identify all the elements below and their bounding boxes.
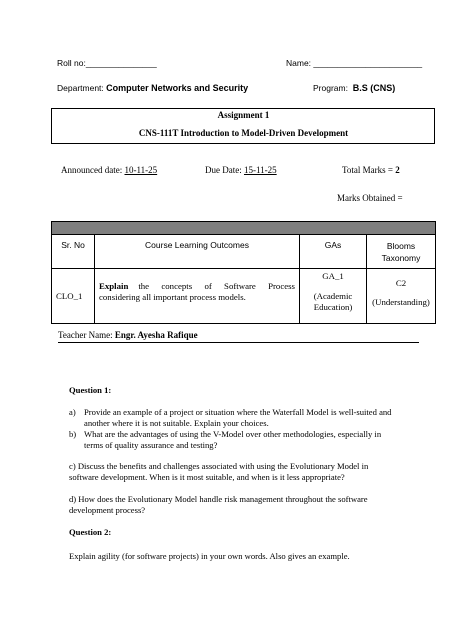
q1b-text [84, 429, 424, 451]
outcome-word: Process [268, 281, 295, 291]
bloom-code: C2 [395, 278, 407, 288]
due-label: Due Date: [205, 165, 242, 175]
question-2-text: Explain agility (for software projects) in your own words. Also gives an example. [69, 551, 350, 561]
ga-desc-line2: Education) [313, 302, 353, 312]
program-label: Program: [313, 83, 348, 93]
announced-date [61, 165, 157, 175]
q1d-line2: development process? [69, 505, 146, 515]
q1a-line1: Provide an example of a project or situation where the Waterfall Model is well-suited and [84, 407, 392, 417]
teacher-line [58, 330, 198, 340]
q1c-line1: c) Discuss the benefits and challenges associated with using the Evolutionary Model in [69, 461, 369, 471]
name-line [286, 58, 422, 68]
table-header-band [52, 222, 436, 235]
header-sr-no: Sr. No [52, 235, 95, 269]
q1c-line2: software development. When is it most suitable, and when is it less appropriate? [69, 472, 345, 482]
roll-no-label: Roll no: [57, 58, 86, 68]
program-value: B.S (CNS) [352, 83, 396, 93]
outcome-line2: considering all important process models. [99, 292, 246, 302]
total-value: 2 [395, 165, 400, 175]
outcome-word: of [204, 281, 212, 291]
row-ga [300, 269, 367, 324]
announced-value: 10-11-25 [124, 165, 158, 175]
outcome-word: the [138, 281, 150, 291]
outcome-word: concepts [161, 281, 193, 291]
bloom-desc: (Understanding) [372, 297, 430, 307]
ga-desc-line1: (Academic [313, 291, 353, 301]
outcome-line1 [128, 281, 295, 292]
q1c-text [69, 461, 368, 483]
department-value: Computer Networks and Security [106, 83, 249, 93]
q1a-text [84, 407, 424, 429]
clo-table [51, 221, 436, 324]
table-header-row [52, 235, 436, 269]
table-row [52, 269, 436, 324]
department-line [57, 83, 248, 93]
department-label: Department: [57, 83, 104, 93]
course-title: CNS-111T Introduction to Model-Driven Development [138, 128, 349, 138]
header-outcomes: Course Learning Outcomes [95, 235, 300, 269]
name-label: Name: [286, 58, 312, 68]
program-line [313, 83, 395, 93]
roll-no-blank: _______________ [85, 58, 157, 68]
outcome-word: Software [224, 281, 256, 291]
teacher-name: Engr. Ayesha Rafique [114, 330, 198, 340]
q1d-text [69, 494, 368, 516]
header-blooms: Blooms Taxonomy [367, 235, 436, 269]
question-1-title: Question 1: [69, 385, 112, 395]
total-label: Total Marks = [342, 165, 393, 175]
q1b-line2: terms of quality assurance and testing? [84, 440, 218, 450]
name-blank: _______________________ [313, 58, 423, 68]
total-marks [342, 165, 400, 175]
q1b-line1: What are the advantages of using the V-Model over other methodologies, especially in [84, 429, 382, 439]
row-sr-no: CLO_1 [52, 269, 95, 324]
marks-obtained: Marks Obtained = [337, 193, 403, 203]
outcome-verb: Explain [99, 281, 129, 291]
due-date [205, 165, 277, 175]
q1b-marker: b) [69, 429, 77, 439]
due-value: 15-11-25 [243, 165, 277, 175]
teacher-label: Teacher Name: [58, 330, 113, 340]
q1d-line1: d) How does the Evolutionary Model handle risk management throughout the software [69, 494, 368, 504]
ga-code: GA_1 [322, 271, 344, 281]
announced-label: Announced date: [61, 165, 123, 175]
question-2-title: Question 2: [69, 527, 112, 537]
header-gas: GAs [300, 235, 367, 269]
q1a-line2: another where it is not suitable. Explain your choices. [84, 418, 269, 428]
row-outcome [95, 269, 300, 324]
assignment-title: Assignment 1 [217, 110, 270, 120]
teacher-underline [58, 342, 419, 343]
row-bloom [367, 269, 436, 324]
q1a-marker: a) [69, 407, 76, 417]
roll-no-line [57, 58, 157, 68]
